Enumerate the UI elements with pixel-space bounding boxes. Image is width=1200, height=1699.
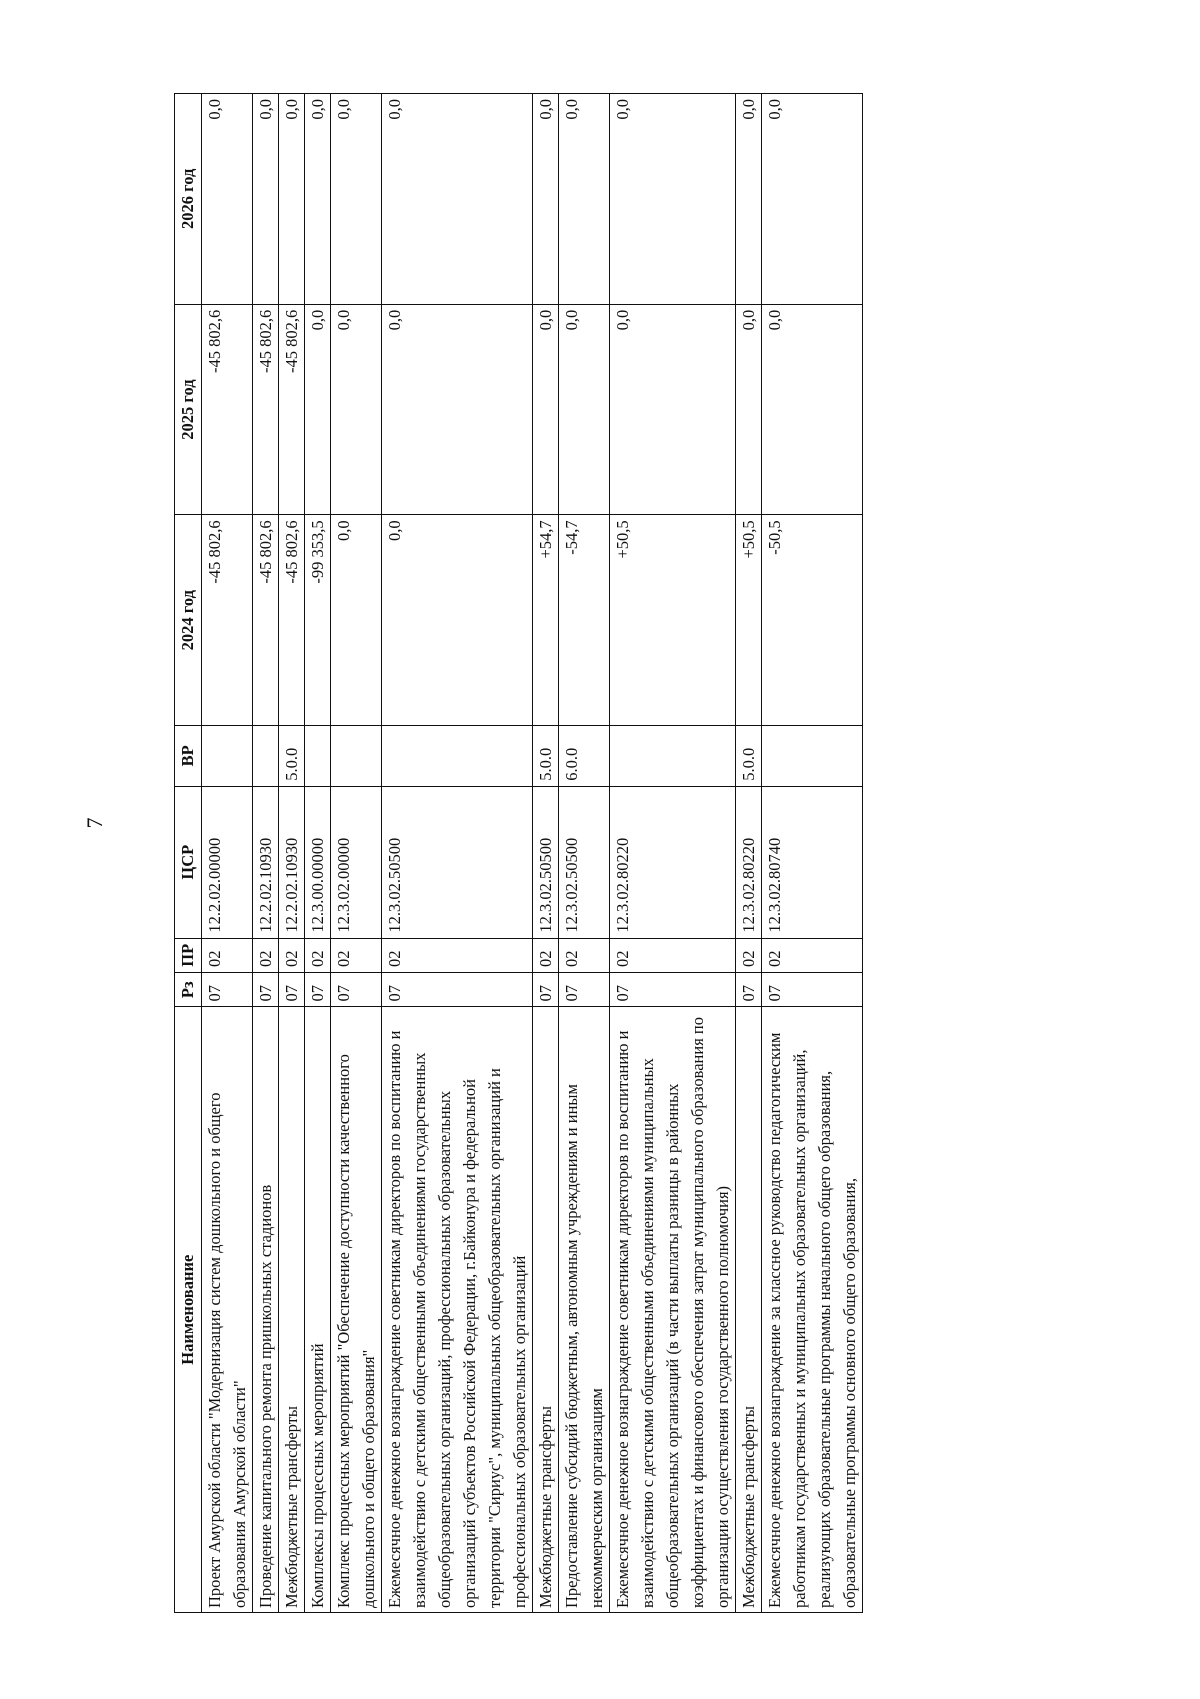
cell-2026: 0,0 xyxy=(253,94,279,305)
cell-2026: 0,0 xyxy=(559,94,610,305)
cell-rz: 07 xyxy=(559,973,610,1007)
cell-2024: -50,5 xyxy=(762,515,863,726)
header-row xyxy=(175,94,202,1613)
cell-csr: 12.3.02.50500 xyxy=(382,786,533,938)
cell-rz: 07 xyxy=(279,973,305,1007)
table-row xyxy=(533,94,559,1613)
cell-csr: 12.3.02.00000 xyxy=(331,786,382,938)
cell-pr: 02 xyxy=(253,938,279,972)
cell-vr: 5.0.0 xyxy=(279,725,305,786)
header-2025: 2025 год xyxy=(175,304,202,515)
cell-2025: -45 802,6 xyxy=(253,304,279,515)
cell-2024: +54,7 xyxy=(533,515,559,726)
cell-vr: 5.0.0 xyxy=(736,725,762,786)
header-csr: ЦСР xyxy=(175,786,202,938)
cell-2024: 0,0 xyxy=(382,515,533,726)
header-name: Наименование xyxy=(175,1007,202,1613)
cell-2025: 0,0 xyxy=(331,304,382,515)
table-row xyxy=(382,94,533,1613)
cell-rz: 07 xyxy=(762,973,863,1007)
budget-table xyxy=(174,93,863,1613)
cell-rz: 07 xyxy=(253,973,279,1007)
cell-2026: 0,0 xyxy=(610,94,736,305)
cell-pr: 02 xyxy=(382,938,533,972)
table-row xyxy=(736,94,762,1613)
table-row xyxy=(762,94,863,1613)
cell-pr: 02 xyxy=(533,938,559,972)
cell-2026: 0,0 xyxy=(331,94,382,305)
cell-pr: 02 xyxy=(279,938,305,972)
table-row xyxy=(279,94,305,1613)
cell-2026: 0,0 xyxy=(382,94,533,305)
cell-2024: -54,7 xyxy=(559,515,610,726)
cell-2025: 0,0 xyxy=(736,304,762,515)
cell-vr xyxy=(305,725,331,786)
cell-2026: 0,0 xyxy=(533,94,559,305)
cell-pr: 02 xyxy=(202,938,253,972)
cell-csr: 12.3.00.00000 xyxy=(305,786,331,938)
cell-vr xyxy=(382,725,533,786)
cell-rz: 07 xyxy=(382,973,533,1007)
cell-vr: 5.0.0 xyxy=(533,725,559,786)
cell-rz: 07 xyxy=(533,973,559,1007)
cell-pr: 02 xyxy=(762,938,863,972)
cell-name: Проект Амурской области "Модернизация систем дошкольного и общего образования Амурской области" xyxy=(202,1007,253,1613)
cell-name: Предоставление субсидий бюджетным, автономным учреждениям и иным некоммерческим организациям xyxy=(559,1007,610,1613)
cell-2025: 0,0 xyxy=(762,304,863,515)
cell-csr: 12.2.02.10930 xyxy=(253,786,279,938)
header-vr: ВР xyxy=(175,725,202,786)
table-row xyxy=(331,94,382,1613)
header-rz: Рз xyxy=(175,973,202,1007)
cell-2025: 0,0 xyxy=(382,304,533,515)
cell-2024: -45 802,6 xyxy=(253,515,279,726)
cell-2025: 0,0 xyxy=(533,304,559,515)
table-row xyxy=(305,94,331,1613)
cell-rz: 07 xyxy=(736,973,762,1007)
cell-2026: 0,0 xyxy=(305,94,331,305)
cell-vr xyxy=(331,725,382,786)
cell-2025: -45 802,6 xyxy=(202,304,253,515)
cell-2026: 0,0 xyxy=(202,94,253,305)
cell-2025: 0,0 xyxy=(305,304,331,515)
cell-name: Ежемесячное денежное вознаграждение советникам директоров по воспитанию и взаимодействию с детскими общественными объединениями муниципальных общеобразовательных организаций (в части выплаты разницы в районных коэффициентах и финансового обеспечения затрат муниципального образования по организации осуществления государственного полномочия) xyxy=(610,1007,736,1613)
table-row xyxy=(253,94,279,1613)
cell-name: Ежемесячное денежное вознаграждение советникам директоров по воспитанию и взаимодействию с детскими общественными объединениями государственных общеобразовательных организаций, профессиональных образовательных организаций субъектов Российской Федерации, г.Байконура и федеральной территории "Сириус", муниципальных общеобразовательных организаций и профессиональных образовательных организаций xyxy=(382,1007,533,1613)
header-2026: 2026 год xyxy=(175,94,202,305)
cell-2026: 0,0 xyxy=(279,94,305,305)
header-2024: 2024 год xyxy=(175,515,202,726)
cell-2025: 0,0 xyxy=(610,304,736,515)
cell-pr: 02 xyxy=(736,938,762,972)
cell-pr: 02 xyxy=(559,938,610,972)
cell-rz: 07 xyxy=(331,973,382,1007)
cell-2024: -99 353,5 xyxy=(305,515,331,726)
cell-vr: 6.0.0 xyxy=(559,725,610,786)
rotated-table-container xyxy=(174,93,1034,1613)
cell-name: Проведение капитального ремонта пришкольных стадионов xyxy=(253,1007,279,1613)
cell-csr: 12.3.02.80740 xyxy=(762,786,863,938)
cell-vr xyxy=(202,725,253,786)
cell-csr: 12.3.02.50500 xyxy=(559,786,610,938)
cell-2025: -45 802,6 xyxy=(279,304,305,515)
cell-2025: 0,0 xyxy=(559,304,610,515)
table-body xyxy=(202,94,863,1613)
cell-name: Комплексы процессных мероприятий xyxy=(305,1007,331,1613)
cell-name: Межбюджетные трансферты xyxy=(279,1007,305,1613)
cell-rz: 07 xyxy=(202,973,253,1007)
cell-2026: 0,0 xyxy=(736,94,762,305)
cell-csr: 12.2.02.00000 xyxy=(202,786,253,938)
page-number: 7 xyxy=(82,817,107,829)
cell-name: Ежемесячное денежное вознаграждение за классное руководство педагогическим работникам государственных и муниципальных образовательных организаций, реализующих образовательные программы начального общего образования, образовательные программы основного общего образования, xyxy=(762,1007,863,1613)
cell-name: Межбюджетные трансферты xyxy=(736,1007,762,1613)
table-row xyxy=(559,94,610,1613)
cell-csr: 12.2.02.10930 xyxy=(279,786,305,938)
cell-rz: 07 xyxy=(610,973,736,1007)
cell-vr xyxy=(762,725,863,786)
cell-vr xyxy=(253,725,279,786)
cell-vr xyxy=(610,725,736,786)
cell-csr: 12.3.02.50500 xyxy=(533,786,559,938)
cell-pr: 02 xyxy=(305,938,331,972)
table-row xyxy=(202,94,253,1613)
cell-2024: 0,0 xyxy=(331,515,382,726)
cell-2026: 0,0 xyxy=(762,94,863,305)
cell-csr: 12.3.02.80220 xyxy=(736,786,762,938)
cell-pr: 02 xyxy=(331,938,382,972)
cell-csr: 12.3.02.80220 xyxy=(610,786,736,938)
cell-2024: +50,5 xyxy=(610,515,736,726)
cell-rz: 07 xyxy=(305,973,331,1007)
header-pr: ПР xyxy=(175,938,202,972)
cell-pr: 02 xyxy=(610,938,736,972)
cell-name: Межбюджетные трансферты xyxy=(533,1007,559,1613)
cell-2024: -45 802,6 xyxy=(279,515,305,726)
cell-2024: +50,5 xyxy=(736,515,762,726)
cell-name: Комплекс процессных мероприятий "Обеспечение доступности качественного дошкольного и общего образования" xyxy=(331,1007,382,1613)
table-row xyxy=(610,94,736,1613)
cell-2024: -45 802,6 xyxy=(202,515,253,726)
